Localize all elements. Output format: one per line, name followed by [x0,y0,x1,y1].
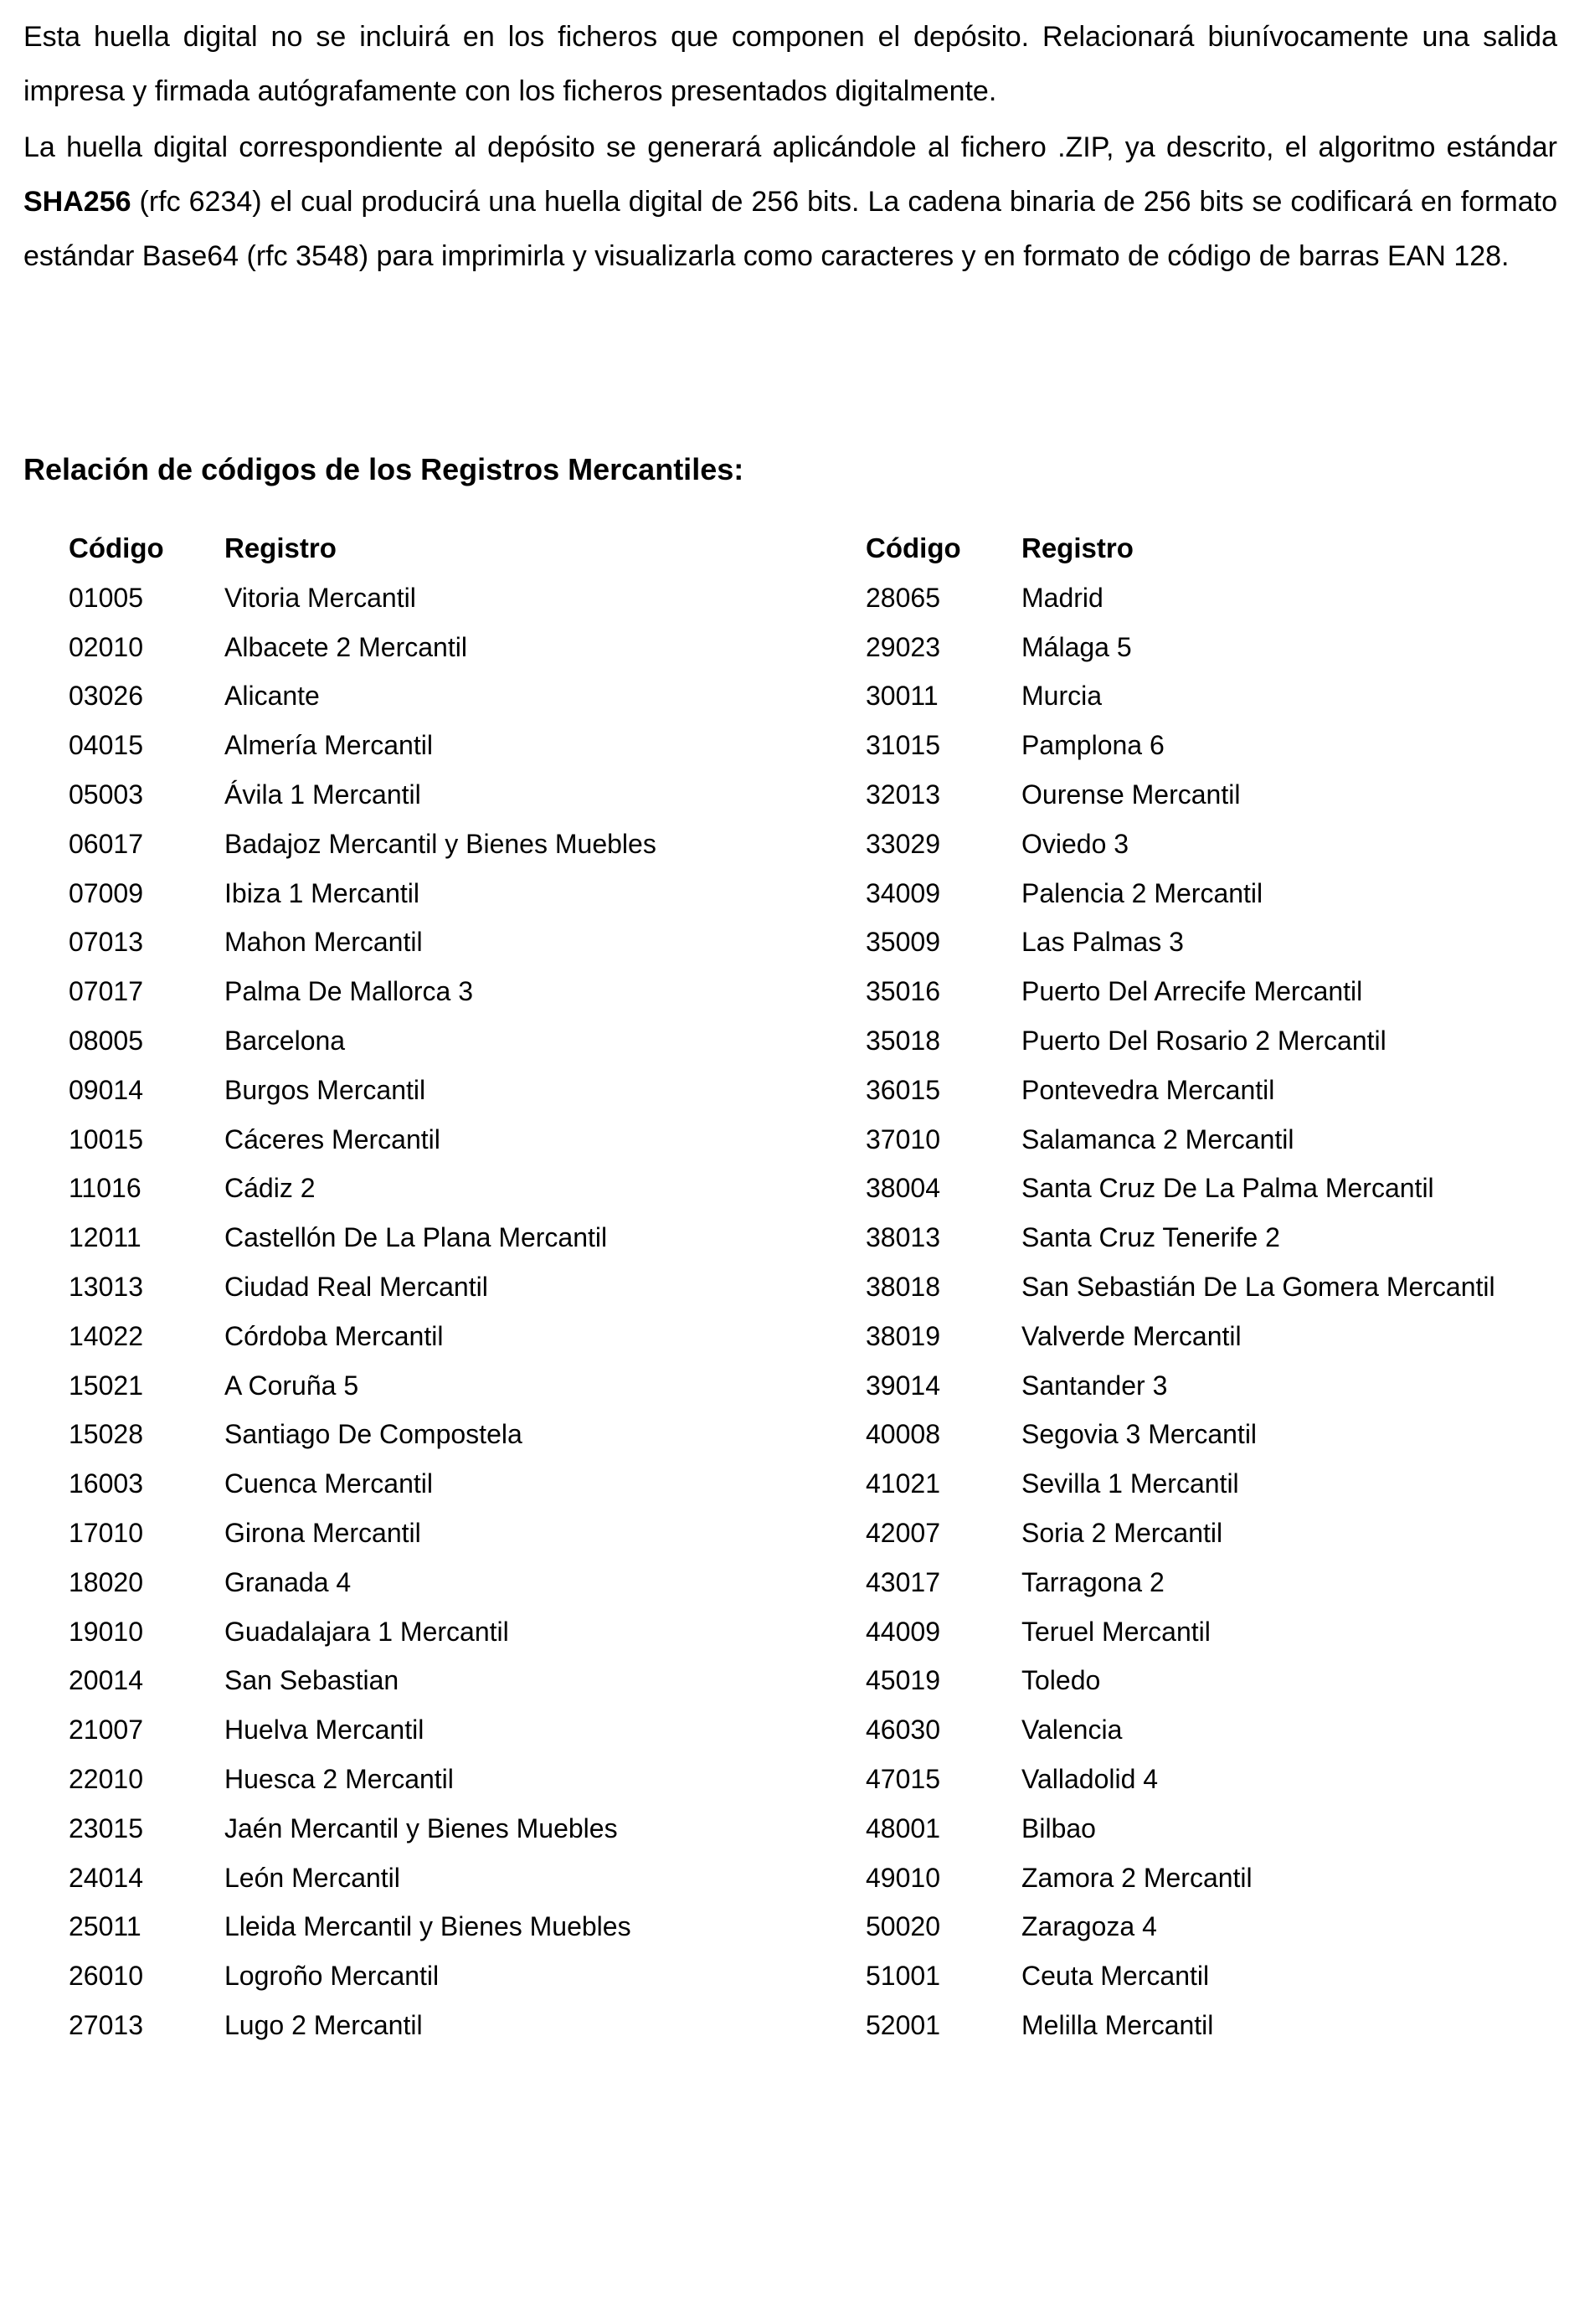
registry-code: 05003 [69,779,143,810]
registry-code: 18020 [69,1566,143,1597]
registry-name: Soria 2 Mercantil [1021,1517,1223,1548]
header-code: Código [866,532,961,563]
registry-code: 02010 [69,631,143,662]
registry-name: Cádiz 2 [224,1173,316,1204]
registry-name: Castellón De La Plana Mercantil [224,1222,608,1253]
registry-code: 37010 [866,1123,940,1154]
registry-name: Toledo [1021,1665,1101,1696]
registry-name: Murcia [1021,681,1103,712]
registry-name: Zaragoza 4 [1021,1911,1157,1942]
paragraph-text-end: (rfc 6234) el cual producirá una huella digital de 256 bits. La cadena binaria de 256 bits se codificará en formato estándar Base64 (rfc 3548) para imprimirla y visualizarla como caracteres y en formato de código de barras EAN 128. [23,186,1557,272]
registry-code: 10015 [69,1123,143,1154]
registry-code: 14022 [69,1320,143,1351]
registry-code: 50020 [866,1911,940,1942]
registry-name: Barcelona [224,1025,346,1056]
registry-name: Almería Mercantil [224,730,433,761]
registry-name: Puerto Del Rosario 2 Mercantil [1021,1025,1386,1056]
registry-code: 33029 [866,828,940,859]
registry-code: 35016 [866,976,940,1007]
registry-code: 12011 [69,1222,141,1253]
registry-code: 45019 [866,1665,940,1696]
registry-name: Cuenca Mercantil [224,1468,433,1499]
registry-name: Santander 3 [1021,1370,1168,1401]
registry-name: Vitoria Mercantil [224,582,416,613]
registry-code: 38019 [866,1320,940,1351]
header-registry: Registro [1021,532,1134,563]
registry-code: 24014 [69,1862,143,1893]
registry-name: Santiago De Compostela [224,1419,522,1450]
registry-name: Salamanca 2 Mercantil [1021,1123,1294,1154]
registry-name: Cáceres Mercantil [224,1123,440,1154]
registry-code: 15021 [69,1370,143,1401]
registry-code: 27013 [69,2009,143,2040]
registry-name: Mahon Mercantil [224,927,423,958]
registry-code: 38004 [866,1173,940,1204]
paragraph-text-start: La huella digital correspondiente al depósito se generará aplicándole al fichero .ZIP, ya descrito, el algoritmo estándar [23,131,1557,163]
registry-name: Melilla Mercantil [1021,2009,1214,2040]
registry-code: 48001 [866,1812,940,1843]
registry-code: 42007 [866,1517,940,1548]
registry-code: 07017 [69,976,143,1007]
registry-code: 21007 [69,1715,143,1746]
registry-name: Ávila 1 Mercantil [224,779,421,810]
registry-name: Valencia [1021,1715,1123,1746]
registry-name: Oviedo 3 [1021,828,1129,859]
registry-code: 17010 [69,1517,143,1548]
registry-code: 28065 [866,582,940,613]
registry-name: Badajoz Mercantil y Bienes Muebles [224,828,656,859]
registry-code: 23015 [69,1812,143,1843]
registry-name: Ceuta Mercantil [1021,1961,1210,1992]
registry-name: Zamora 2 Mercantil [1021,1862,1253,1893]
registry-code: 15028 [69,1419,143,1450]
registry-code: 44009 [866,1616,940,1647]
registry-name: Las Palmas 3 [1021,927,1184,958]
registry-name: Ciudad Real Mercantil [224,1271,488,1302]
algorithm-name: SHA256 [23,186,131,218]
registry-code: 35009 [866,927,940,958]
registry-name: Guadalajara 1 Mercantil [224,1616,509,1647]
registry-code: 32013 [866,779,940,810]
registry-name: Logroño Mercantil [224,1961,440,1992]
registry-code: 36015 [866,1074,940,1105]
registry-code: 41021 [866,1468,940,1499]
registry-name: Santa Cruz De La Palma Mercantil [1021,1173,1434,1204]
registry-code: 51001 [866,1961,940,1992]
registry-name: Bilbao [1021,1812,1096,1843]
registry-name: Tarragona 2 [1021,1566,1165,1597]
document-page [23,10,1557,2040]
registry-name: Huesca 2 Mercantil [224,1763,454,1794]
registry-name: Málaga 5 [1021,631,1132,662]
registry-code: 40008 [866,1419,940,1450]
section-title: Relación de códigos de los Registros Mercantiles: [23,452,744,486]
registry-code: 39014 [866,1370,940,1401]
registry-code: 22010 [69,1763,143,1794]
registry-name: Puerto Del Arrecife Mercantil [1021,976,1363,1007]
registry-code: 06017 [69,828,143,859]
registry-name: Girona Mercantil [224,1517,421,1548]
registry-name: Sevilla 1 Mercantil [1021,1468,1239,1499]
registry-name: Albacete 2 Mercantil [224,631,467,662]
registry-name: Huelva Mercantil [224,1715,424,1746]
registry-code: 09014 [69,1074,143,1105]
registry-code: 07009 [69,877,143,908]
registry-name: Córdoba Mercantil [224,1320,444,1351]
registry-name: Lleida Mercantil y Bienes Muebles [224,1911,631,1942]
registry-code: 31015 [866,730,940,761]
registry-code: 43017 [866,1566,940,1597]
registry-code: 01005 [69,582,143,613]
registry-name: Lugo 2 Mercantil [224,2009,423,2040]
registry-name: Ibiza 1 Mercantil [224,877,419,908]
registry-name: Santa Cruz Tenerife 2 [1021,1222,1280,1253]
registry-name: Burgos Mercantil [224,1074,426,1105]
registry-name: Segovia 3 Mercantil [1021,1419,1258,1450]
registry-code: 34009 [866,877,940,908]
registry-code: 47015 [866,1763,940,1794]
registry-code: 04015 [69,730,143,761]
header-code: Código [69,532,164,563]
registry-name: A Coruña 5 [224,1370,359,1401]
registry-name: Granada 4 [224,1566,352,1597]
registry-name: Jaén Mercantil y Bienes Muebles [224,1812,618,1843]
registry-code: 11016 [69,1173,141,1204]
registry-code: 16003 [69,1468,143,1499]
registry-name: Madrid [1021,582,1103,613]
registry-code: 03026 [69,681,143,712]
paragraph-sha256-description [23,121,1557,284]
registry-name: Valverde Mercantil [1021,1320,1242,1351]
registry-name: Palencia 2 Mercantil [1021,877,1263,908]
header-registry: Registro [224,532,337,563]
registry-code: 19010 [69,1616,143,1647]
registry-code: 26010 [69,1961,143,1992]
registry-code: 52001 [866,2009,940,2040]
registry-code: 38018 [866,1271,940,1302]
registry-code: 25011 [69,1911,141,1942]
registry-code: 07013 [69,927,143,958]
registry-code: 46030 [866,1715,940,1746]
registry-code: 49010 [866,1862,940,1893]
registry-name: Alicante [224,681,320,712]
registry-code: 29023 [866,631,940,662]
registry-name: Ourense Mercantil [1021,779,1241,810]
registry-name: Pontevedra Mercantil [1021,1074,1275,1105]
registry-code: 08005 [69,1025,143,1056]
registry-name: Valladolid 4 [1021,1763,1159,1794]
registry-code: 20014 [69,1665,143,1696]
registry-name: San Sebastián De La Gomera Mercantil [1021,1271,1495,1302]
paragraph-fingerprint-note: Esta huella digital no se incluirá en los ficheros que componen el depósito. Relacionará biunívocamente una salida impresa y firmada autógrafamente con los ficheros presentados digitalmente. [23,21,1557,107]
registry-name: Pamplona 6 [1021,730,1165,761]
registry-code: 38013 [866,1222,940,1253]
registry-code: 13013 [69,1271,143,1302]
registry-code: 35018 [866,1025,940,1056]
registry-name: Palma De Mallorca 3 [224,976,473,1007]
registry-name: San Sebastian [224,1665,399,1696]
registry-name: Teruel Mercantil [1021,1616,1211,1647]
registry-name: León Mercantil [224,1862,400,1893]
registry-code: 30011 [866,681,939,712]
